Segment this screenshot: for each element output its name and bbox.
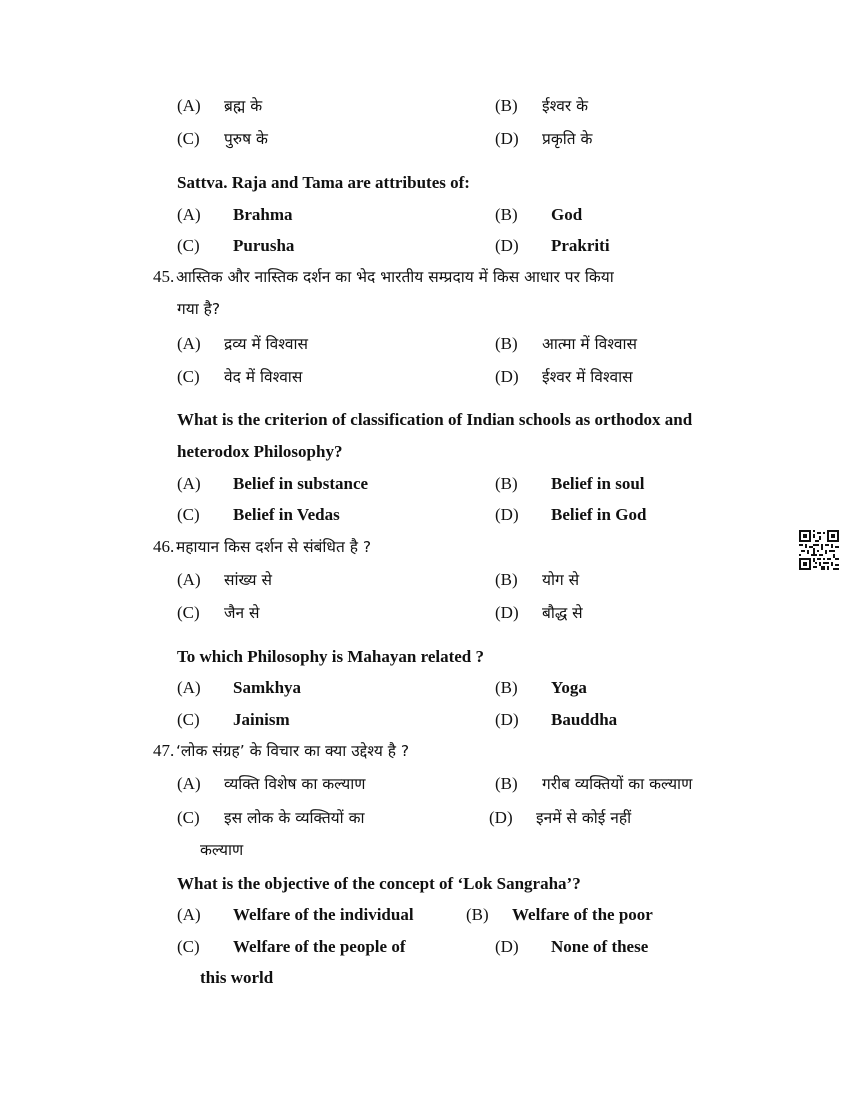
q47-hi-option-b-text: गरीब व्यक्तियों का कल्याण [542, 775, 693, 793]
q44-hi-option-a-text: ब्रह्म के [224, 97, 263, 115]
q47-en-option-b-text: Welfare of the poor [512, 905, 653, 924]
q47-number: 47. [153, 741, 175, 760]
q45-hi-option-a-text: द्रव्य में विश्वास [224, 335, 308, 353]
q47-hi-question: ‘लोक संग्रह’ के विचार का क्या उद्देश्य है ? [176, 742, 410, 760]
q46-hi-option-b-label: (B) [495, 570, 518, 589]
q47-en-option-d-text: None of these [551, 937, 649, 956]
q44-en-option-b-text: God [551, 205, 583, 224]
q44-hi-option-c-label: (C) [177, 129, 200, 148]
q47-hi-option-b-label: (B) [495, 774, 518, 793]
q45-en-option-b-text: Belief in soul [551, 474, 645, 493]
q46-en-option-b-label: (B) [495, 678, 518, 697]
q46-hi-option-c-text: जैन से [224, 604, 260, 622]
q44-en-option-a-label: (A) [177, 205, 201, 224]
q45-hi-option-b-label: (B) [495, 334, 518, 353]
q45-hi-question-line2: गया है? [177, 300, 221, 318]
q46-hi-option-c-label: (C) [177, 603, 200, 622]
q45-hi-option-d-text: ईश्वर में विश्वास [542, 368, 633, 386]
qr-code-icon [799, 530, 839, 570]
q44-hi-option-a-label: (A) [177, 96, 201, 115]
q45-en-option-d-label: (D) [495, 505, 519, 524]
q45-en-option-c-text: Belief in Vedas [233, 505, 340, 524]
q45-en-question-line2: heterodox Philosophy? [177, 442, 343, 461]
q47-hi-option-c-text: इस लोक के व्यक्तियों का [224, 809, 365, 827]
q46-hi-question: महायान किस दर्शन से संबंधित है ? [176, 538, 372, 556]
q46-en-option-c-label: (C) [177, 710, 200, 729]
q44-hi-option-c-text: पुरुष के [224, 130, 268, 148]
q44-en-option-c-text: Purusha [233, 236, 295, 255]
q47-en-option-b-label: (B) [466, 905, 489, 924]
q46-en-option-d-text: Bauddha [551, 710, 618, 729]
q44-en-option-b-label: (B) [495, 205, 518, 224]
q46-en-option-c-text: Jainism [233, 710, 290, 729]
q46-hi-option-d-text: बौद्ध से [542, 604, 583, 622]
q46-en-option-b-text: Yoga [551, 678, 587, 697]
q45-hi-question-line1: आस्तिक और नास्तिक दर्शन का भेद भारतीय सम्प्रदाय में किस आधार पर किया [176, 268, 614, 286]
q46-hi-option-a-text: सांख्य से [224, 571, 272, 589]
q47-hi-option-a-text: व्यक्ति विशेष का कल्याण [224, 775, 366, 793]
q45-hi-option-c-text: वेद में विश्वास [224, 368, 303, 386]
q46-en-option-a-label: (A) [177, 678, 201, 697]
q47-hi-option-c-continuation: कल्याण [200, 841, 244, 859]
q44-en-option-c-label: (C) [177, 236, 200, 255]
q45-en-option-d-text: Belief in God [551, 505, 647, 524]
q47-en-option-c-label: (C) [177, 937, 200, 956]
q44-en-option-d-text: Prakriti [551, 236, 610, 255]
q47-hi-option-d-text: इनमें से कोई नहीं [536, 809, 632, 827]
q46-en-option-d-label: (D) [495, 710, 519, 729]
q45-en-option-a-label: (A) [177, 474, 201, 493]
q46-hi-option-b-text: योग से [542, 571, 580, 589]
q44-en-question: Sattva. Raja and Tama are attributes of: [177, 173, 470, 192]
q47-en-option-c-text: Welfare of the people of [233, 937, 406, 956]
q44-en-option-a-text: Brahma [233, 205, 293, 224]
q45-hi-option-d-label: (D) [495, 367, 519, 386]
q47-en-option-c-continuation: this world [200, 968, 274, 987]
q44-hi-option-b-label: (B) [495, 96, 518, 115]
q44-hi-option-d-label: (D) [495, 129, 519, 148]
q46-en-option-a-text: Samkhya [233, 678, 302, 697]
q45-en-option-a-text: Belief in substance [233, 474, 369, 493]
q46-hi-option-a-label: (A) [177, 570, 201, 589]
q45-en-option-c-label: (C) [177, 505, 200, 524]
q46-hi-option-d-label: (D) [495, 603, 519, 622]
q45-hi-option-a-label: (A) [177, 334, 201, 353]
q47-hi-option-d-label: (D) [489, 808, 513, 827]
q45-hi-option-c-label: (C) [177, 367, 200, 386]
q47-en-option-a-text: Welfare of the individual [233, 905, 414, 924]
q47-hi-option-a-label: (A) [177, 774, 201, 793]
q47-hi-option-c-label: (C) [177, 808, 200, 827]
q46-en-question: To which Philosophy is Mahayan related ? [177, 647, 485, 666]
q46-number: 46. [153, 537, 175, 556]
q44-hi-option-b-text: ईश्वर के [542, 97, 588, 115]
q45-en-question-line1: What is the criterion of classification of Indian schools as orthodox and [177, 410, 693, 429]
q45-hi-option-b-text: आत्मा में विश्वास [542, 335, 637, 353]
q47-en-question: What is the objective of the concept of ‘Lok Sangraha’? [177, 874, 581, 893]
q44-en-option-d-label: (D) [495, 236, 519, 255]
q47-en-option-d-label: (D) [495, 937, 519, 956]
q45-en-option-b-label: (B) [495, 474, 518, 493]
q44-hi-option-d-text: प्रकृति के [542, 130, 593, 148]
q45-number: 45. [153, 267, 175, 286]
q47-en-option-a-label: (A) [177, 905, 201, 924]
